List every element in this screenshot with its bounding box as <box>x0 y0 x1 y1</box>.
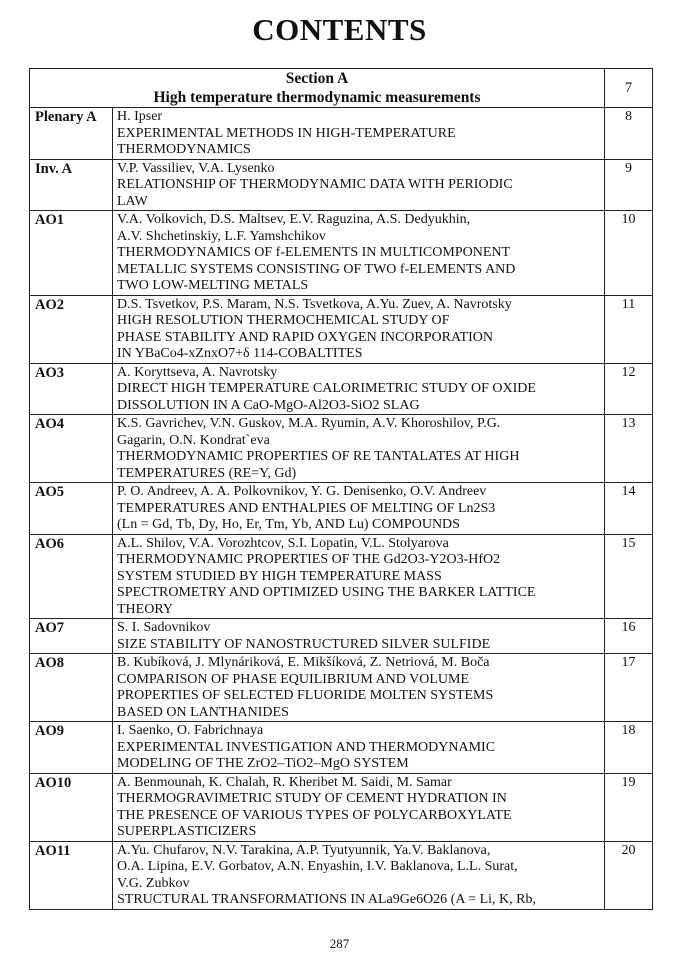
toc-entry-row <box>30 415 653 483</box>
entry-line: TEMPERATURES (RE=Y, Gd) <box>117 465 297 481</box>
entry-line: A.V. Shchetinskiy, L.F. Yamshchikov <box>117 228 326 244</box>
entry-line: PROPERTIES OF SELECTED FLUORIDE MOLTEN SYSTEMS <box>117 688 494 703</box>
entry-line: METALLIC SYSTEMS CONSISTING OF TWO f-ELEMENTS AND <box>117 261 516 277</box>
section-heading <box>30 69 605 108</box>
entry-line: THERMODYNAMIC PROPERTIES OF THE Gd2O3-Y2O3-HfO2 <box>117 552 501 567</box>
entry-line: HIGH RESOLUTION THERMOCHEMICAL STUDY OF <box>117 313 450 328</box>
entry-details <box>113 211 605 296</box>
entry-page-number: 10 <box>605 211 653 296</box>
entry-line: S. I. Sadovnikov <box>117 620 211 635</box>
entry-line: EXPERIMENTAL METHODS IN HIGH-TEMPERATURE <box>117 125 456 141</box>
entry-line: SPECTROMETRY AND OPTIMIZED USING THE BARKER LATTICE <box>117 585 536 600</box>
entry-page-number: 16 <box>605 619 653 654</box>
entry-code: Inv. A <box>30 159 113 211</box>
entry-code: Plenary A <box>30 108 113 160</box>
entry-page-number: 13 <box>605 415 653 483</box>
entry-line: TEMPERATURES AND ENTHALPIES OF MELTING OF Ln2S3 <box>117 500 496 516</box>
toc-entry-row <box>30 483 653 535</box>
entry-line: SIZE STABILITY OF NANOSTRUCTURED SILVER SULFIDE <box>117 636 491 652</box>
footer-page-number: 287 <box>329 936 350 951</box>
entry-line: Gagarin, O.N. Kondrat`eva <box>117 432 270 448</box>
section-label: Section A <box>285 70 349 87</box>
entry-details <box>113 363 605 415</box>
toc-entry-row <box>30 841 653 909</box>
entry-line: (Ln = Gd, Tb, Dy, Ho, Er, Tm, Yb, AND Lu) COMPOUNDS <box>117 517 460 532</box>
entry-details <box>113 159 605 211</box>
entry-page-number: 20 <box>605 841 653 909</box>
toc-entry-row <box>30 363 653 415</box>
entry-line: V.G. Zubkov <box>117 875 190 891</box>
entry-code: AO10 <box>30 773 113 841</box>
entry-details <box>113 483 605 535</box>
entry-line: PHASE STABILITY AND RAPID OXYGEN INCORPORATION <box>117 329 493 345</box>
entry-page-number: 15 <box>605 534 653 619</box>
entry-line: P. O. Andreev, A. A. Polkovnikov, Y. G. Denisenko, O.V. Andreev <box>117 484 487 499</box>
entry-line: A. Koryttseva, A. Navrotsky <box>117 364 278 380</box>
entry-code: AO7 <box>30 619 113 654</box>
entry-line: SYSTEM STUDIED BY HIGH TEMPERATURE MASS <box>117 568 442 584</box>
entry-line: DIRECT HIGH TEMPERATURE CALORIMETRIC STUDY OF OXIDE <box>117 381 536 396</box>
entry-page-number: 9 <box>605 159 653 211</box>
entry-line: LAW <box>117 193 148 209</box>
entry-line: COMPARISON OF PHASE EQUILIBRIUM AND VOLUME <box>117 671 469 687</box>
entry-code: AO4 <box>30 415 113 483</box>
entry-code: AO1 <box>30 211 113 296</box>
entry-line: THERMODYNAMICS OF f-ELEMENTS IN MULTICOMPONENT <box>117 245 511 260</box>
entry-details <box>113 415 605 483</box>
entry-details <box>113 295 605 363</box>
toc-entry-row <box>30 654 653 722</box>
entry-details <box>113 654 605 722</box>
entry-details <box>113 773 605 841</box>
entry-line: A. Benmounah, K. Chalah, R. Kheribet M. Saidi, M. Samar <box>117 774 452 790</box>
section-name: High temperature thermodynamic measurements <box>153 89 481 106</box>
section-page-number: 7 <box>605 69 653 108</box>
entry-page-number: 8 <box>605 108 653 160</box>
entry-line: THERMODYNAMICS <box>117 142 251 157</box>
entry-code: AO2 <box>30 295 113 363</box>
entry-line: IN YBaCo4-xZnxO7+δ 114-COBALTITES <box>117 346 363 361</box>
entry-line: B. Kubíková, J. Mlynáriková, E. Mikšíková, Z. Netriová, M. Boča <box>117 655 490 670</box>
entry-line: EXPERIMENTAL INVESTIGATION AND THERMODYNAMIC <box>117 739 496 755</box>
entry-line: SUPERPLASTICIZERS <box>117 824 257 839</box>
entry-code: AO5 <box>30 483 113 535</box>
entry-line: O.A. Lipina, E.V. Gorbatov, A.N. Enyashin, I.V. Baklanova, L.L. Surat, <box>117 859 518 874</box>
entry-page-number: 11 <box>605 295 653 363</box>
toc-entry-row <box>30 534 653 619</box>
entry-code: AO3 <box>30 363 113 415</box>
entry-line: STRUCTURAL TRANSFORMATIONS IN ALa9Ge6O26 (A = Li, K, Rb, <box>117 892 536 907</box>
entry-line: K.S. Gavrichev, V.N. Guskov, M.A. Ryumin, A.V. Khoroshilov, P.G. <box>117 416 501 431</box>
entry-line: DISSOLUTION IN A CaO-MgO-Al2O3-SiO2 SLAG <box>117 397 420 413</box>
toc-entry-row <box>30 773 653 841</box>
entry-line: A.L. Shilov, V.A. Vorozhtcov, S.I. Lopatin, V.L. Stolyarova <box>117 535 449 551</box>
entry-line: I. Saenko, O. Fabrichnaya <box>117 723 264 738</box>
entry-details <box>113 722 605 774</box>
toc-entry-row <box>30 211 653 296</box>
entry-page-number: 17 <box>605 654 653 722</box>
entry-details <box>113 841 605 909</box>
entry-line: THERMODYNAMIC PROPERTIES OF RE TANTALATES AT HIGH <box>117 449 520 464</box>
entry-code: AO9 <box>30 722 113 774</box>
entry-line: D.S. Tsvetkov, P.S. Maram, N.S. Tsvetkova, A.Yu. Zuev, A. Navrotsky <box>117 296 512 312</box>
entry-page-number: 18 <box>605 722 653 774</box>
page-title: CONTENTS <box>252 12 427 47</box>
entry-details <box>113 108 605 160</box>
entry-details <box>113 619 605 654</box>
entry-line: V.A. Volkovich, D.S. Maltsev, E.V. Raguzina, A.S. Dedyukhin, <box>117 212 471 227</box>
section-header-row <box>30 69 653 108</box>
entry-line: V.P. Vassiliev, V.A. Lysenko <box>117 160 275 176</box>
toc-entry-row <box>30 619 653 654</box>
entry-page-number: 12 <box>605 363 653 415</box>
entry-line: THE PRESENCE OF VARIOUS TYPES OF POLYCARBOXYLATE <box>117 807 512 823</box>
entry-line: THERMOGRAVIMETRIC STUDY OF CEMENT HYDRATION IN <box>117 791 507 806</box>
entry-line: A.Yu. Chufarov, N.V. Tarakina, A.P. Tyutyunnik, Ya.V. Baklanova, <box>117 842 491 858</box>
entry-page-number: 19 <box>605 773 653 841</box>
entry-line: BASED ON LANTHANIDES <box>117 704 289 720</box>
entry-line: RELATIONSHIP OF THERMODYNAMIC DATA WITH PERIODIC <box>117 177 513 192</box>
entry-line: MODELING OF THE ZrO2–TiO2–MgO SYSTEM <box>117 756 409 771</box>
entry-details <box>113 534 605 619</box>
toc-entry-row <box>30 295 653 363</box>
entry-code: AO8 <box>30 654 113 722</box>
entry-line: TWO LOW-MELTING METALS <box>117 278 309 293</box>
entry-code: AO6 <box>30 534 113 619</box>
toc-entry-row <box>30 159 653 211</box>
toc-entry-row <box>30 722 653 774</box>
entry-line: H. Ipser <box>117 109 163 124</box>
contents-table <box>29 68 653 910</box>
entry-line: THEORY <box>117 601 173 617</box>
entry-code: AO11 <box>30 841 113 909</box>
entry-page-number: 14 <box>605 483 653 535</box>
toc-entry-row <box>30 108 653 160</box>
